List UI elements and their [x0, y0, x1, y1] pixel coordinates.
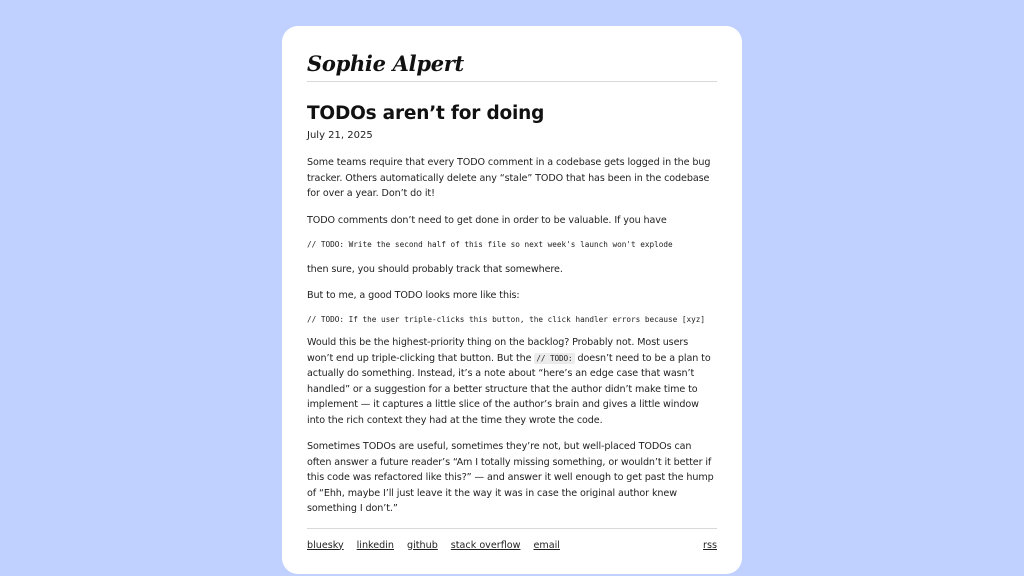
- post-date: July 21, 2025: [307, 130, 373, 141]
- paragraph-6: Sometimes TODOs are useful, sometimes they’re not, but well-placed TODOs can often answer a future reader’s “Am I totally missing something, or wouldn’t it better if this code was refactored like this?” — and answer it well enough to get past the hump of “Ehh, maybe I’ll just leave it the way it was in case the original author knew something I don’t.”: [307, 441, 714, 514]
- footer: [307, 528, 717, 555]
- paragraph-4: But to me, a good TODO looks more like this:: [307, 289, 520, 301]
- paragraph-5-text-after: doesn’t need to be a plan to actually do something. Instead, it’s a note about “here’s an edge case that wasn’t handled” or a suggestion for a better structure that the author didn’t make time to implement — it captures a little slice of the author’s brain and gives a little window into the rich context they had at the time they wrote the code.: [307, 352, 711, 426]
- footer-link-stack-overflow[interactable]: stack overflow: [450, 539, 521, 551]
- footer-link-rss[interactable]: rss: [703, 539, 717, 551]
- paragraph-3: then sure, you should probably track that somewhere.: [307, 264, 563, 275]
- code-block-1: // TODO: Write the second half of this file so next week's launch won't explode: [307, 240, 673, 249]
- post-card: [282, 26, 742, 574]
- paragraph-1: Some teams require that every TODO comment in a codebase gets logged in the bug tracker. Others automatically delete any “stale” TODO that has been in the codebase for over a year. Don’t do it!: [307, 157, 711, 199]
- paragraph-2: TODO comments don’t need to get done in order to be valuable. If you have: [307, 214, 667, 226]
- footer-link-email[interactable]: email: [533, 539, 560, 551]
- paragraph-5: [307, 335, 717, 428]
- inline-code: // TODO:: [536, 353, 573, 363]
- footer-link-github[interactable]: github: [407, 539, 438, 551]
- post-title: TODOs aren’t for doing: [307, 103, 545, 124]
- site-title-link[interactable]: Sophie Alpert: [307, 48, 717, 82]
- footer-link-linkedin[interactable]: linkedin: [356, 539, 395, 551]
- footer-link-bluesky[interactable]: bluesky: [307, 539, 344, 551]
- paragraph-5-text-before: Would this be the highest-priority thing on the backlog? Probably not. Most users won’t end up triple-clicking that button. But the: [307, 337, 689, 364]
- code-block-2: // TODO: If the user triple-clicks this button, the click handler errors because [xyz]: [307, 315, 706, 324]
